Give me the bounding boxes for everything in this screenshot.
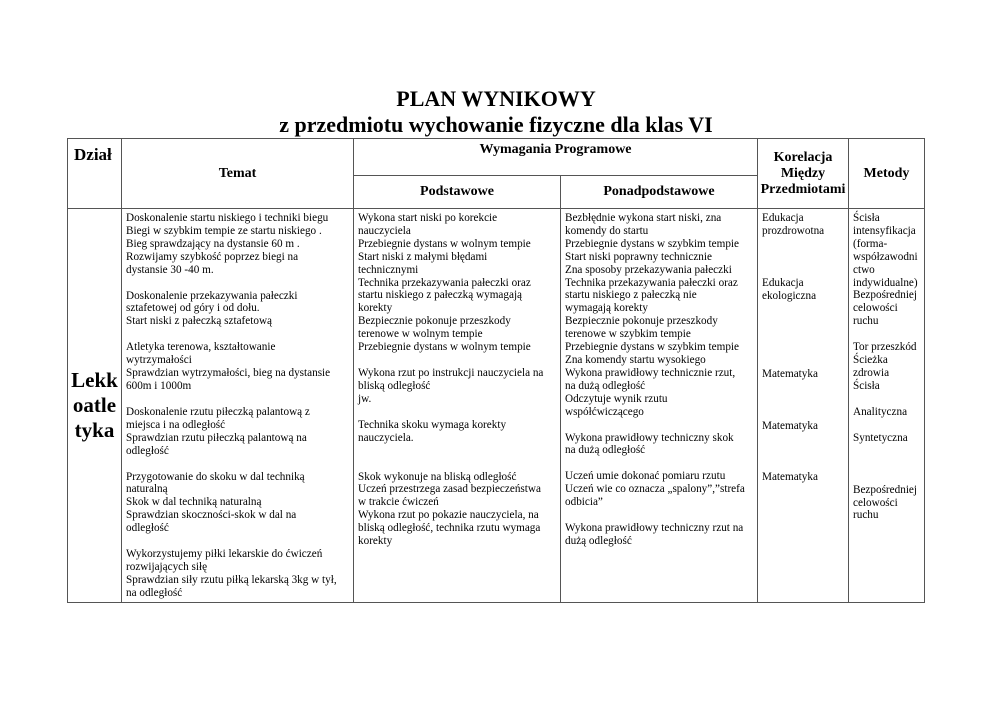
metody-cell bbox=[849, 209, 925, 603]
plan-table bbox=[67, 138, 925, 603]
temat-item: Wykorzystujemy piłki lekarskie do ćwiczeń rozwijających siłę Sprawdzian siły rzutu piłką lekarską 3kg w tył, na odległość bbox=[126, 548, 337, 599]
temat-item: Przygotowanie do skoku w dal techniką naturalną Skok w dal techniką naturalną Sprawdzian skoczności-skok w dal na odległość bbox=[126, 470, 305, 535]
podstawowe-item: Technika skoku wymaga korekty nauczyciela. bbox=[358, 418, 507, 444]
korelacja-item: Matematyka bbox=[762, 471, 818, 484]
korelacja-item: Matematyka bbox=[762, 367, 818, 380]
temat-item: Doskonalenie rzutu piłeczką palantową z miejsca i na odległość Sprawdzian rzutu piłeczką palantową na odległość bbox=[126, 405, 310, 457]
header-metody: Metody bbox=[849, 139, 925, 209]
header-podstawowe: Podstawowe bbox=[354, 176, 561, 209]
header-ponadpodstawowe: Ponadpodstawowe bbox=[561, 176, 758, 209]
podstawowe-item: Wykona rzut po instrukcji nauczyciela na bliską odległość jw. bbox=[358, 366, 544, 405]
podstawowe-item: Skok wykonuje na bliską odległość Uczeń przestrzega zasad bezpieczeństwa w trakcie ćwiczeń Wykona rzut po pokazie nauczyciela, na bliską odległość, technika rzutu wymaga korekty bbox=[358, 470, 541, 548]
header-dzial: Dział bbox=[68, 139, 122, 209]
podstawowe-cell bbox=[354, 209, 561, 603]
document-title: PLAN WYNIKOWY bbox=[396, 86, 596, 111]
header-temat: Temat bbox=[122, 139, 354, 209]
korelacja-item: Edukacja prozdrowotna bbox=[762, 212, 825, 237]
document-subtitle: z przedmiotu wychowanie fizyczne dla klas VI bbox=[279, 112, 713, 137]
ponadpodstawowe-cell bbox=[561, 209, 758, 603]
metody-item: Bezpośredniej celowości ruchu bbox=[853, 483, 917, 522]
metody-item: Ścisła intensyfikacja (forma- współzawodni ctwo indywidualne) Bezpośredniej celowości ruchu bbox=[853, 212, 918, 328]
ponadpodstawowe-item: Bezbłędnie wykona start niski, zna komendy do startu Przebiegnie dystans w szybkim tempie Start niski poprawny technicznie Zna sposoby przekazywania pałeczki Technika przekazywania pałeczki oraz startu niskiego z pałeczką nie wymagają korekty Bezpiecznie pokonuje przeszkody terenowe w szybkim tempie Przebiegnie dystans w szybkim tempie Zna komendy startu wysokiego Wykona prawidłowy technicznie rzut, na dużą odległość Odczytuje wynik rzutu współćwiczącego bbox=[565, 212, 739, 418]
temat-item: Doskonalenie przekazywania pałeczki sztafetowej od góry i od dołu. Start niski z pałeczką sztafetową bbox=[126, 289, 298, 328]
header-korelacja: Korelacja Między Przedmiotami bbox=[758, 139, 849, 209]
temat-item: Atletyka terenowa, kształtowanie wytrzymałości Sprawdzian wytrzymałości, bieg na dystansie 600m i 1000m bbox=[126, 341, 331, 392]
korelacja-item: Matematyka bbox=[762, 419, 818, 432]
temat-cell bbox=[122, 209, 354, 603]
ponadpodstawowe-item: Wykona prawidłowy techniczny skok na dużą odległość bbox=[565, 431, 734, 457]
metody-item: Analityczna bbox=[853, 405, 908, 418]
podstawowe-item: Wykona start niski po korekcie nauczyciela Przebiegnie dystans w wolnym tempie Start niski z małymi błędami technicznymi Technika przekazywania pałeczki oraz startu niskiego z pałeczką wymagają korekty Bezpiecznie pokonuje przeszkody terenowe w wolnym tempie Przebiegnie dystans w wolnym tempie bbox=[358, 212, 531, 354]
temat-item: Doskonalenie startu niskiego i techniki biegu Biegi w szybkim tempie ze startu niskiego . Bieg sprawdzający na dystansie 60 m . Rozwijamy szybkość poprzez biegi na dystansie 30 -40 m. bbox=[126, 212, 329, 276]
ponadpodstawowe-item: Wykona prawidłowy techniczny rzut na dużą odległość bbox=[565, 522, 744, 547]
ponadpodstawowe-item: Uczeń umie dokonać pomiaru rzutu Uczeń wie co oznacza „spalony”,”strefa odbicia” bbox=[565, 470, 745, 509]
dzial-name: Lekk oatle tyka bbox=[68, 209, 122, 603]
header-wymagania: Wymagania Programowe bbox=[354, 139, 758, 176]
metody-item: Syntetyczna bbox=[853, 431, 908, 444]
korelacja-cell bbox=[758, 209, 849, 603]
metody-item: Tor przeszkód Ścieżka zdrowia Ścisła bbox=[853, 341, 917, 392]
korelacja-item: Edukacja ekologiczna bbox=[762, 276, 817, 302]
